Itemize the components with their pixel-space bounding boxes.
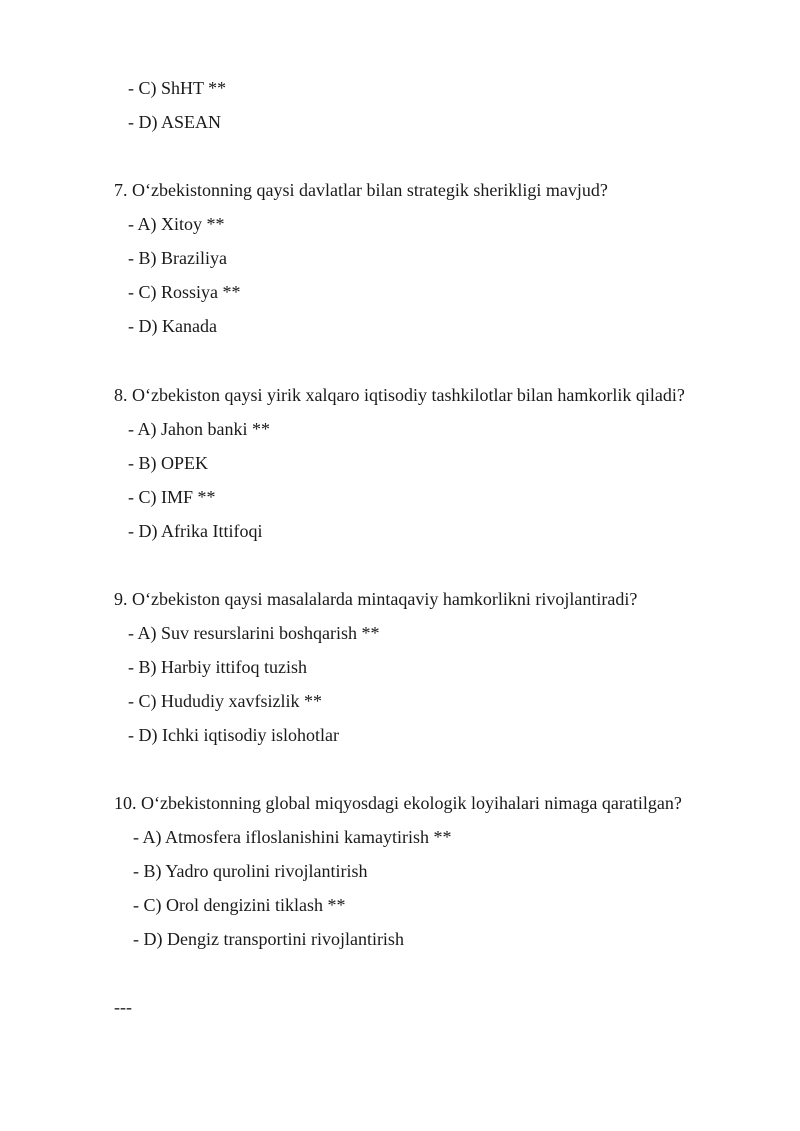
- option-line: - D) Kanada: [128, 316, 217, 336]
- option-line: - B) Braziliya: [128, 248, 227, 268]
- option-line: - C) ShHT **: [128, 78, 227, 98]
- option-line: - A) Jahon banki **: [128, 419, 270, 439]
- question-7: 7. O‘zbekistonning qaysi davlatlar bilan strategik sherikligi mavjud?: [114, 180, 608, 200]
- option-line: - A) Atmosfera ifloslanishini kamaytirish **: [133, 827, 452, 847]
- option-line: - C) IMF **: [128, 487, 216, 507]
- option-line: - C) Hududiy xavfsizlik **: [128, 691, 322, 711]
- option-line: - B) OPEK: [128, 453, 208, 473]
- question-8: 8. O‘zbekiston qaysi yirik xalqaro iqtisodiy tashkilotlar bilan hamkorlik qiladi?: [114, 385, 685, 405]
- question-10: 10. O‘zbekistonning global miqyosdagi ekologik loyihalari nimaga qaratilgan?: [114, 793, 682, 813]
- option-line: - D) Dengiz transportini rivojlantirish: [133, 929, 404, 949]
- option-line: - A) Suv resurslarini boshqarish **: [128, 623, 380, 643]
- option-line: - D) Ichki iqtisodiy islohotlar: [128, 725, 339, 745]
- option-line: - B) Harbiy ittifoq tuzish: [128, 657, 307, 677]
- option-line: - A) Xitoy **: [128, 214, 225, 234]
- option-line: - D) ASEAN: [128, 112, 221, 132]
- option-line: - D) Afrika Ittifoqi: [128, 521, 263, 541]
- question-9: 9. O‘zbekiston qaysi masalalarda mintaqaviy hamkorlikni rivojlantiradi?: [114, 589, 638, 609]
- option-line: - B) Yadro qurolini rivojlantirish: [133, 861, 368, 881]
- option-line: - C) Rossiya **: [128, 282, 241, 302]
- option-line: - C) Orol dengizini tiklash **: [133, 895, 346, 915]
- separator-line: ---: [114, 997, 132, 1017]
